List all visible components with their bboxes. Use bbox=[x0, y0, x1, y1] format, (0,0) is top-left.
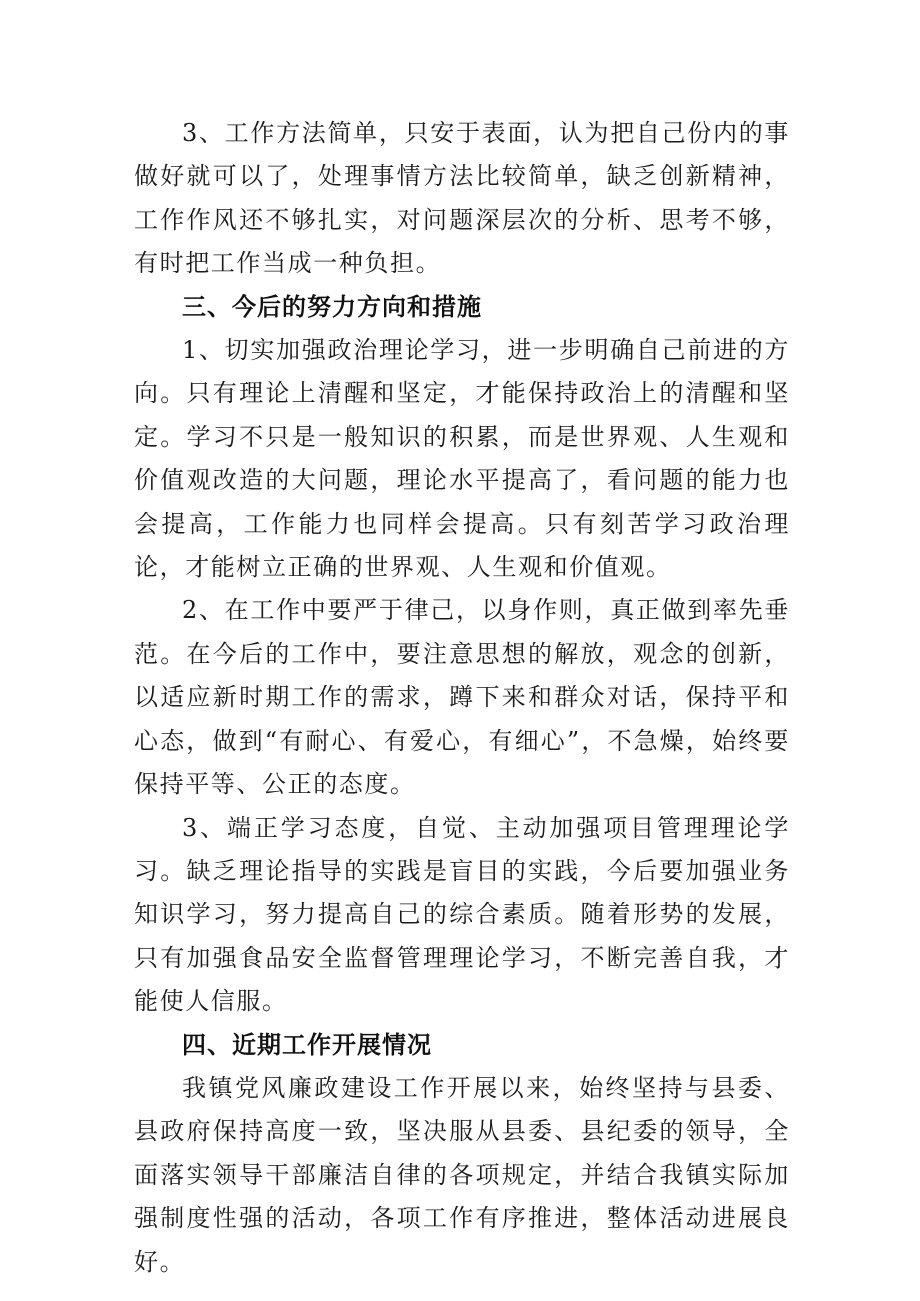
paragraph-political-study: 1、切实加强政治理论学习，进一步明确自己前进的方向。只有理论上清醒和坚定，才能保持政治上的清醒和坚定。学习不只是一般知识的积累，而是世界观、人生观和价值观改造的大问题，理论水平提高了，看问题的能力也会提高，工作能力也同样会提高。只有刻苦学习政治理论，才能树立正确的世界观、人生观和价值观。 bbox=[134, 336, 790, 582]
section-heading-future-measures: 三、今后的努力方向和措施 bbox=[182, 292, 482, 321]
paragraph-recent-work: 我镇党风廉政建设工作开展以来，始终坚持与县委、县政府保持高度一致，坚决服从县委、县纪委的领导，全面落实领导干部廉洁自律的各项规定，并结合我镇实际加强制度性强的活动，各项工作有序推进，整体活动进展良好。 bbox=[134, 1073, 790, 1276]
section-heading-recent-work: 四、近期工作开展情况 bbox=[182, 1030, 432, 1059]
paragraph-study-attitude: 3、端正学习态度，自觉、主动加强项目管理理论学习。缺乏理论指导的实践是盲目的实践，今后要加强业务知识学习，努力提高自己的综合素质。随着形势的发展，只有加强食品安全监督管理理论学习，不断完善自我，才能使人信服。 bbox=[134, 813, 790, 1016]
paragraph-work-method: 3、工作方法简单，只安于表面，认为把自己份内的事做好就可以了，处理事情方法比较简单，缺乏创新精神，工作作风还不够扎实，对问题深层次的分析、思考不够，有时把工作当成一种负担。 bbox=[134, 119, 790, 278]
document-body bbox=[134, 112, 790, 1284]
paragraph-self-discipline: 2、在工作中要严于律己，以身作则，真正做到率先垂范。在今后的工作中，要注意思想的解放，观念的创新，以适应新时期工作的需求，蹲下来和群众对话，保持平和心态，做到“有耐心、有爱心，有细心”，不急燥，始终要保持平等、公正的态度。 bbox=[134, 596, 790, 799]
